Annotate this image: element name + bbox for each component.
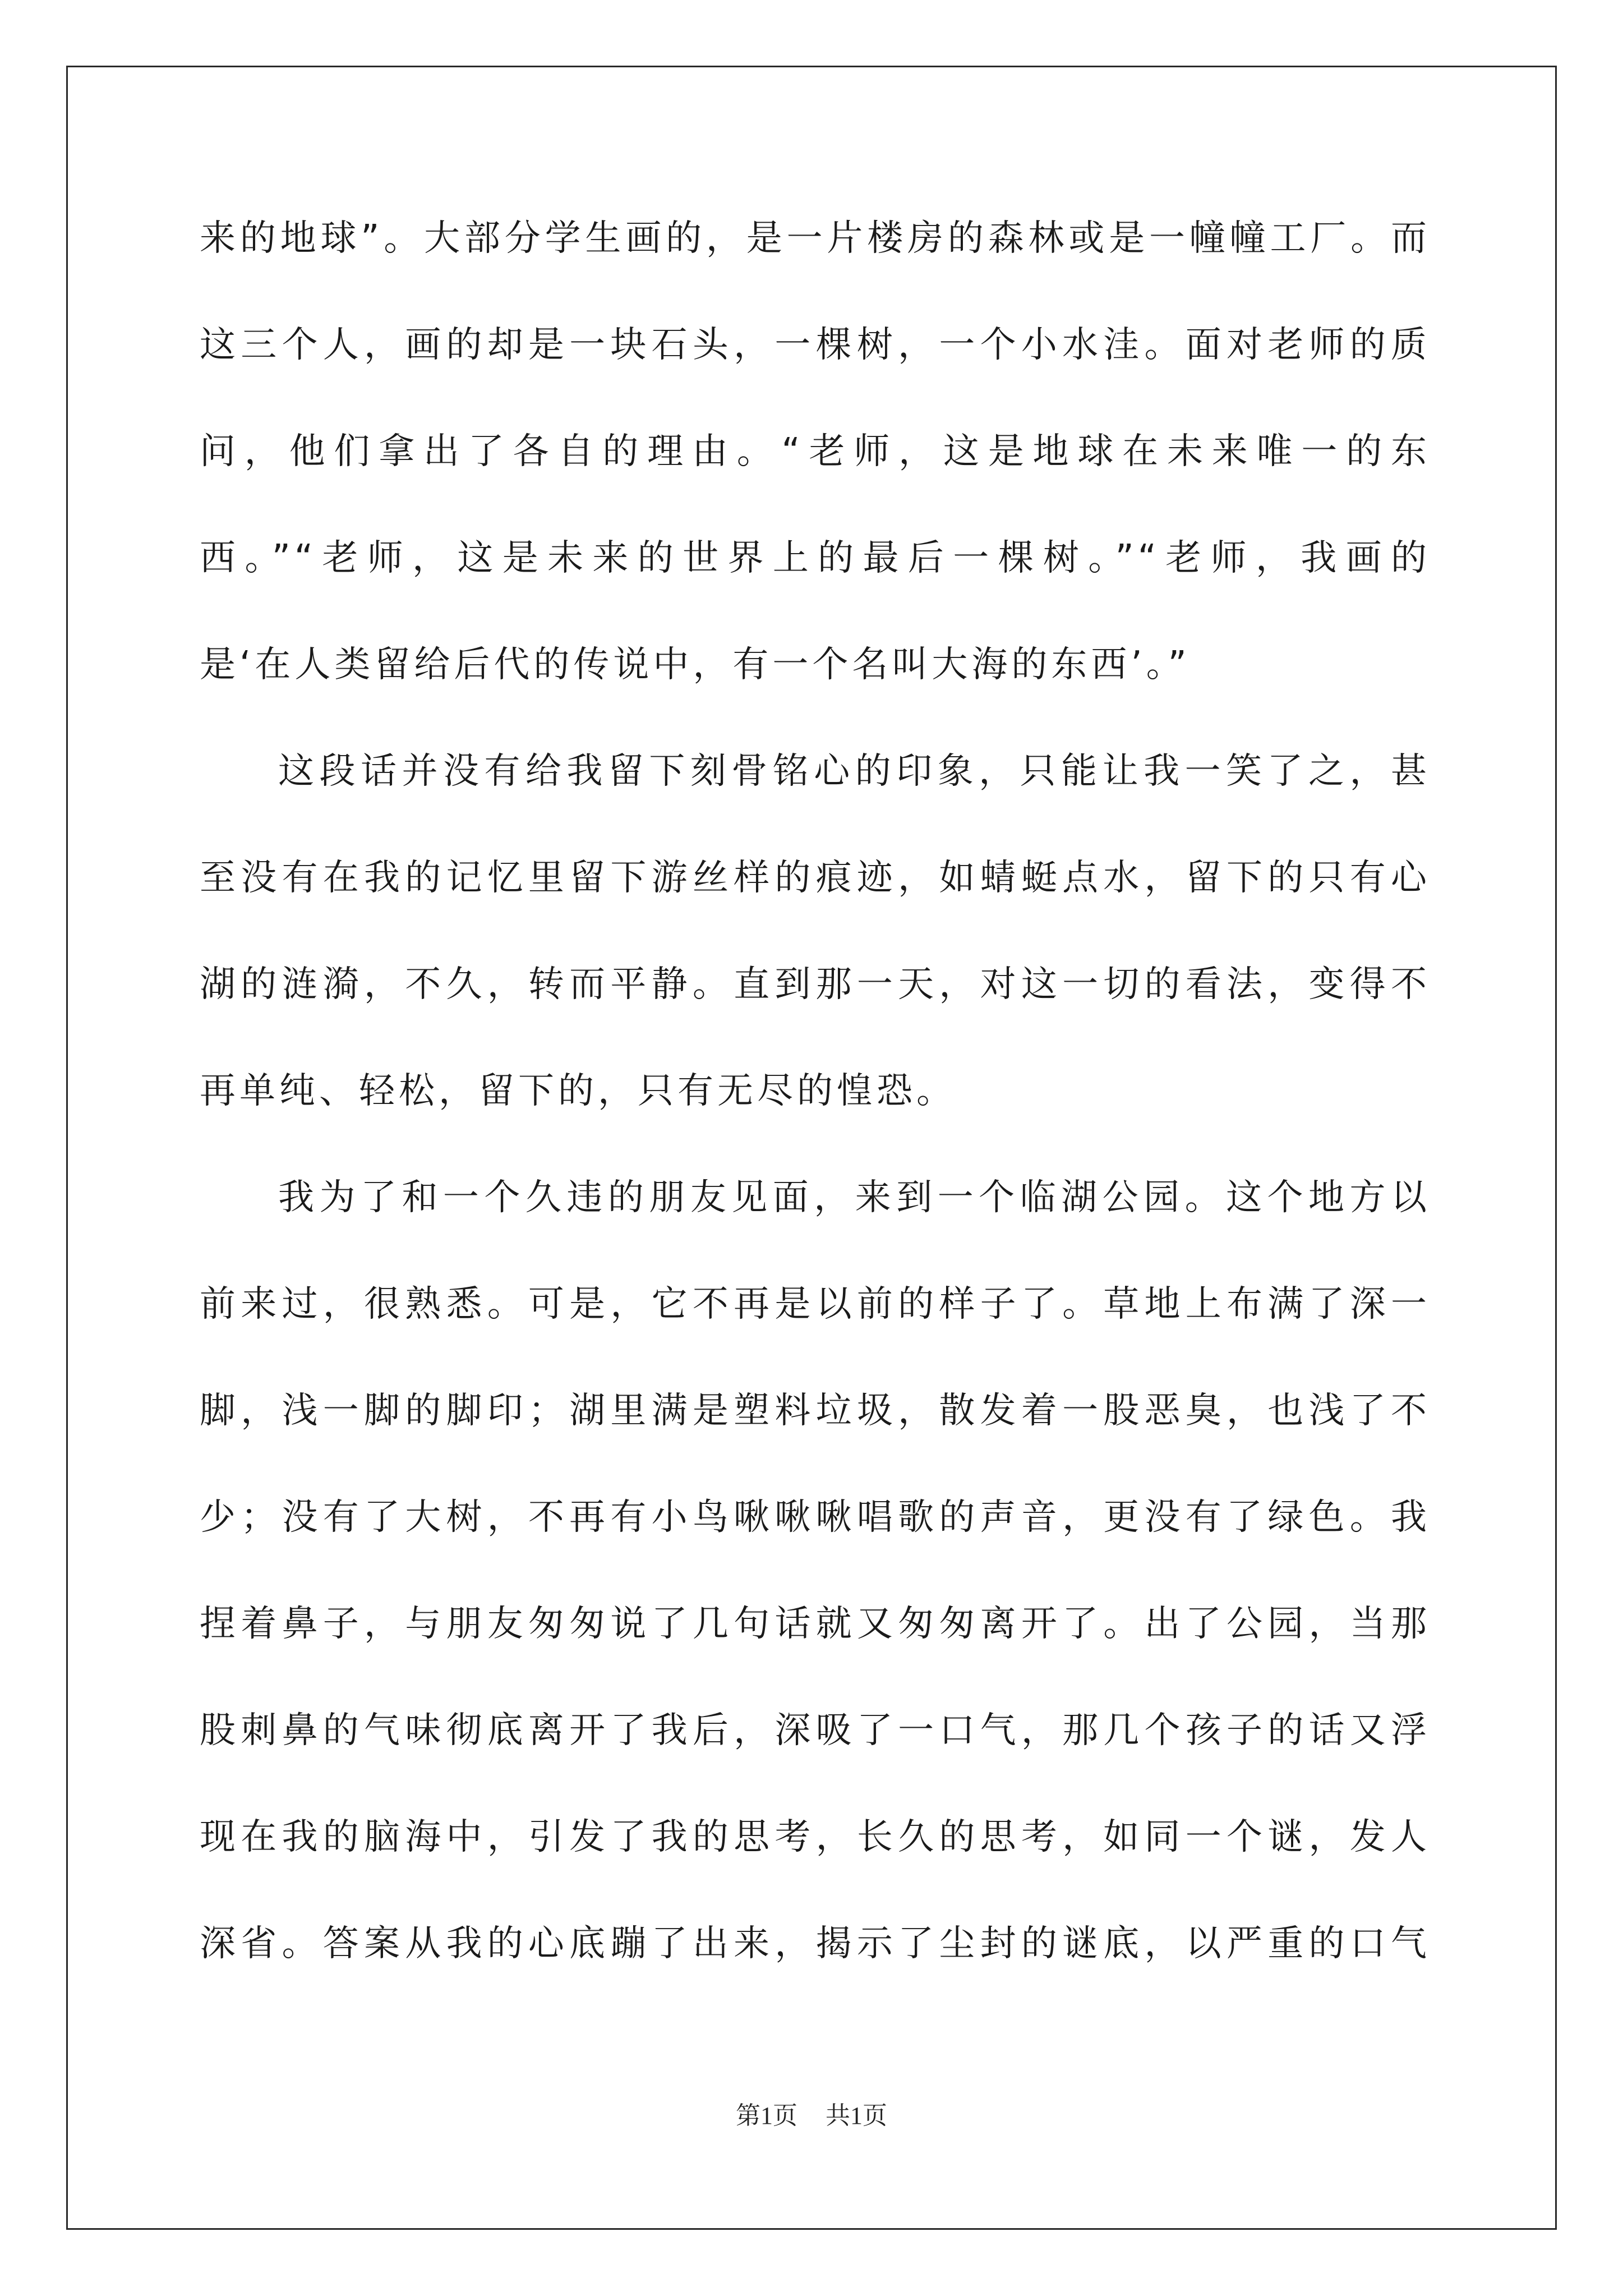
page-number-total: 共1页 [826, 2102, 887, 2129]
document-body [200, 185, 1431, 1997]
text-line: 湖的涟漪，不久，转而平静。直到那一天，对这一切的看法，变得不 [200, 964, 1431, 1005]
text-line: 捏着鼻子，与朋友匆匆说了几句话就又匆匆离开了。出了公园，当那 [200, 1603, 1431, 1645]
text-line: 现在我的脑海中，引发了我的思考，长久的思考，如同一个谜，发人 [200, 1816, 1431, 1858]
text-line: 这段话并没有给我留下刻骨铭心的印象，只能让我一笑了之，甚 [278, 751, 1431, 792]
text-line: 深省。答案从我的心底蹦了出来，揭示了尘封的谜底，以严重的口气 [200, 1923, 1431, 1964]
page-footer [0, 2095, 1623, 2131]
paragraph-1 [200, 185, 1431, 718]
text-line: 前来过，很熟悉。可是，它不再是以前的样子了。草地上布满了深一 [200, 1283, 1431, 1325]
text-line: 脚，浅一脚的脚印；湖里满是塑料垃圾，散发着一股恶臭，也浅了不 [200, 1390, 1431, 1432]
text-line: 我为了和一个久违的朋友见面，来到一个临湖公园。这个地方以 [278, 1177, 1431, 1218]
text-line: 西。”“老师，这是未来的世界上的最后一棵树。”“老师，我画的 [200, 537, 1431, 579]
text-line: 至没有在我的记忆里留下游丝样的痕迹，如蜻蜓点水，留下的只有心 [200, 857, 1431, 899]
page-number-current: 第1页 [736, 2102, 797, 2129]
text-line: 问，他们拿出了各自的理由。“老师，这是地球在未来唯一的东 [200, 431, 1431, 472]
text-line: 股刺鼻的气味彻底离开了我后，深吸了一口气，那几个孩子的话又浮 [200, 1710, 1431, 1751]
text-line: 这三个人，画的却是一块石头，一棵树，一个小水洼。面对老师的质 [200, 324, 1431, 366]
text-line: 是‘在人类留给后代的传说中，有一个名叫大海的东西’。” [200, 644, 1191, 685]
text-line: 来的地球”。大部分学生画的，是一片楼房的森林或是一幢幢工厂。而 [200, 218, 1431, 259]
paragraph-2 [200, 718, 1431, 1144]
text-line: 少；没有了大树，不再有小鸟啾啾啾唱歌的声音，更没有了绿色。我 [200, 1497, 1431, 1538]
paragraph-3 [200, 1144, 1431, 1997]
text-line: 再单纯、轻松，留下的，只有无尽的惶恐。 [200, 1070, 956, 1112]
